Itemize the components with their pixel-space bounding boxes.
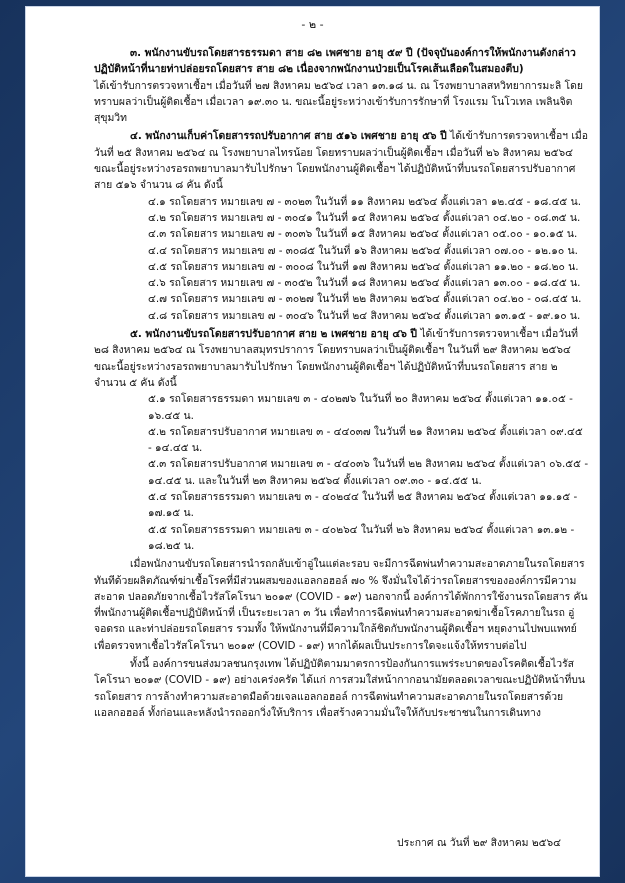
list-item: ๕.๔ รถโดยสารธรรมดา หมายเลข ๓ - ๔๐๒๔๔ ในวันที่ ๒๕ สิงหาคม ๒๕๖๔ ตั้งแต่เวลา ๑๑.๑๕ - ๑๗.๑๕ น. — [148, 491, 578, 520]
section-3-body: ได้เข้ารับการตรวจหาเชื้อฯ เมื่อวันที่ ๒๗ สิงหาคม ๒๕๖๔ เวลา ๑๓.๑๘ น. ณ โรงพยาบาลสหวิทยาการมะลิ โดยทราบผลว่าเป็นผู้ติดเชื้อฯ เมื่อเวลา ๑๙.๓๐ น. ขณะนี้อยู่ระหว่างเข้ารับการรักษาที่ โรงแรม โนโวเทล เพลินจิต สุขุมวิท — [94, 79, 583, 125]
section-4-paragraph — [94, 128, 589, 193]
list-item: ๔.๘ รถโดยสาร หมายเลข ๗ - ๓๐๔๖ ในวันที่ ๒๔ สิงหาคม ๒๕๖๔ ตั้งแต่เวลา ๑๓.๑๕ - ๑๙.๑๐ น. — [148, 309, 581, 322]
list-item: ๕.๓ รถโดยสารปรับอากาศ หมายเลข ๓ - ๔๔๐๓๖ ในวันที่ ๒๒ สิงหาคม ๒๕๖๔ ตั้งแต่เวลา ๐๖.๕๕ - ๑๔.๔๕ น. และในวันที่ ๒๓ สิงหาคม ๒๕๖๔ ตั้งแต่เวลา ๐๙.๓๐ - ๑๔.๕๕ น. — [148, 458, 589, 487]
section-4-heading: ๔. พนักงานเก็บค่าโดยสารรถปรับอากาศ สาย ๕๑๖ เพศชาย อายุ ๕๖ ปี — [130, 130, 447, 143]
list-item: ๕.๒ รถโดยสารปรับอากาศ หมายเลข ๓ - ๔๔๐๓๗ ในวันที่ ๒๑ สิงหาคม ๒๕๖๔ ตั้งแต่เวลา ๐๙.๔๕ - ๑๔.๔๕ น. — [148, 425, 583, 455]
section-5-paragraph — [94, 326, 589, 391]
cleaning-paragraph: เมื่อพนักงานขับรถโดยสารนำรถกลับเข้าอู่ในแต่ละรอบ จะมีการฉีดพ่นทำความสะอาดภายในรถโดยสารทันทีด้วยผลิตภัณฑ์ฆ่าเชื้อโรคที่มีส่วนผสมของแอลกอฮอล์ ๗๐ % จึงมั่นใจได้ว่ารถโดยสารขององค์การมีความสะอาด ปลอดภัยจากเชื้อไวรัสโคโรนา ๒๐๑๙ (COVID - ๑๙) นอกจากนี้ องค์การได้พักการใช้งานรถโดยสาร คันที่พนักงานผู้ติดเชื้อฯปฏิบัติหน้าที่ เป็นระยะเวลา ๓ วัน เพื่อทำการฉีดพ่นทำความสะอาดฆ่าเชื้อโรคภายในรถ อู่จอดรถ และท่าปล่อยรถโดยสาร รวมทั้ง ให้พนักงานที่มีความใกล้ชิดกับพนักงานผู้ติดเชื้อฯ หยุดงานไปพบแพทย์ เพื่อตรวจหาเชื้อไวรัสโคโรนา ๒๐๑๙ (COVID - ๑๙) หากได้ผลเป็นประการใดจะแจ้งให้ทราบต่อไป — [94, 558, 588, 652]
page-number: - ๒ - — [301, 18, 324, 31]
list-item: ๔.๓ รถโดยสาร หมายเลข ๗ - ๓๐๓๖ ในวันที่ ๑๕ สิงหาคม ๒๕๖๔ ตั้งแต่เวลา ๐๕.๐๐ - ๑๐.๑๕ น. — [148, 228, 578, 241]
measures-paragraph: ทั้งนี้ องค์การขนส่งมวลชนกรุงเทพ ได้ปฏิบัติตามมาตรการป้องกันการแพร่ระบาดของโรคติดเชื้อไวรัสโคโรนา ๒๐๑๙ (COVID - ๑๙) อย่างเคร่งครัด ได้แก่ การสวมใส่หน้ากากอนามัยตลอดเวลาขณะปฏิบัติหน้าที่บนรถโดยสาร การล้างทำความสะอาดมือด้วยเจลแอลกอฮอล์ การฉีดพ่นทำความสะอาดภายในรถโดยสารด้วยแอลกอฮอล์ ทั้งก่อนและหลังนำรถออกวิ่งให้บริการ เพื่อสร้างความมั่นใจให้กับประชาชนในการเดินทาง — [94, 657, 586, 719]
list-item: ๕.๕ รถโดยสารธรรมดา หมายเลข ๓ - ๔๐๒๖๔ ในวันที่ ๒๖ สิงหาคม ๒๕๖๔ ตั้งแต่เวลา ๑๓.๑๒ - ๑๘.๒๕ น. — [148, 523, 575, 552]
list-item: ๔.๗ รถโดยสาร หมายเลข ๗ - ๓๐๒๗ ในวันที่ ๒๒ สิงหาคม ๒๕๖๔ ตั้งแต่เวลา ๐๔.๒๐ - ๐๘.๔๕ น. — [148, 293, 582, 306]
section-5-list — [94, 391, 589, 554]
list-item: ๔.๑ รถโดยสาร หมายเลข ๗ - ๓๐๒๓ ในวันที่ ๑๑ สิงหาคม ๒๕๖๔ ตั้งแต่เวลา ๑๒.๔๕ - ๑๘.๔๕ น. — [148, 195, 582, 208]
list-item: ๔.๖ รถโดยสาร หมายเลข ๗ - ๓๐๕๒ ในวันที่ ๑๘ สิงหาคม ๒๕๖๔ ตั้งแต่เวลา ๑๓.๐๐ - ๑๘.๔๕ น. — [148, 277, 581, 290]
section-4-body: ได้เข้ารับการตรวจหาเชื้อฯ เมื่อวันที่ ๒๕ สิงหาคม ๒๕๖๔ ณ โรงพยาบาลไทรน้อย โดยทราบผลว่าเป็นผู้ติดเชื้อฯ เมื่อวันที่ ๒๖ สิงหาคม ๒๕๖๔ ขณะนี้อยู่ระหว่างรอรถพยาบาลมารับไปรักษา โดยพนักงานผู้ติดเชื้อฯ ได้ปฏิบัติหน้าที่บนรถโดยสารปรับอากาศ สาย ๕๑๖ จำนวน ๘ คัน ดังนี้ — [94, 130, 588, 192]
list-item: ๔.๔ รถโดยสาร หมายเลข ๗ - ๓๐๘๕ ในวันที่ ๑๖ สิงหาคม ๒๕๖๔ ตั้งแต่เวลา ๐๗.๐๐ - ๑๒.๑๐ น. — [148, 244, 578, 257]
announcement-date: ประกาศ ณ วันที่ ๒๙ สิงหาคม ๒๕๖๔ — [397, 837, 561, 849]
section-3-heading: ๓. พนักงานขับรถโดยสารธรรมดา สาย ๘๒ เพศชาย อายุ ๕๙ ปี (ปัจจุบันองค์การให้พนักงานดังกล่าว ปฏิบัติหน้าที่นายท่าปล่อยรถโดยสาร สาย ๘๒ เนื่องจากพนักงานป่วยเป็นโรคเส้นเลือดในสมองตีบ) — [94, 47, 576, 76]
list-item: ๕.๑ รถโดยสารธรรมดา หมายเลข ๓ - ๔๐๒๗๖ ในวันที่ ๒๐ สิงหาคม ๒๕๖๔ ตั้งแต่เวลา ๑๑.๐๕ - ๑๖.๔๕ น. — [148, 393, 573, 422]
section-5-heading: ๕. พนักงานขับรถโดยสารปรับอากาศ สาย ๒ เพศชาย อายุ ๔๖ ปี — [130, 328, 418, 341]
section-4-list — [94, 194, 589, 324]
list-item: ๔.๒ รถโดยสาร หมายเลข ๗ - ๓๐๔๑ ในวันที่ ๑๔ สิงหาคม ๒๕๖๔ ตั้งแต่เวลา ๐๔.๒๐ - ๐๘.๓๕ น. — [148, 211, 581, 224]
document-body — [94, 45, 589, 721]
section-5-body: ได้เข้ารับการตรวจหาเชื้อฯ เมื่อวันที่ ๒๘ สิงหาคม ๒๕๖๔ ณ โรงพยาบาลสมุทรปราการ โดยทราบผลว่าเป็นผู้ติดเชื้อฯ ในวันที่ ๒๙ สิงหาคม ๒๕๖๔ ขณะนี้อยู่ระหว่างรอรถพยาบาลมารับไปรักษา โดยพนักงานผู้ติดเชื้อฯ ได้ปฏิบัติหน้าที่บนรถโดยสาร สาย ๒ จำนวน ๕ คัน ดังนี้ — [94, 328, 579, 389]
list-item: ๔.๕ รถโดยสาร หมายเลข ๗ - ๓๐๐๘ ในวันที่ ๑๗ สิงหาคม ๒๕๖๔ ตั้งแต่เวลา ๑๑.๒๐ - ๑๘.๒๐ น. — [148, 260, 579, 273]
document-page — [25, 6, 600, 877]
